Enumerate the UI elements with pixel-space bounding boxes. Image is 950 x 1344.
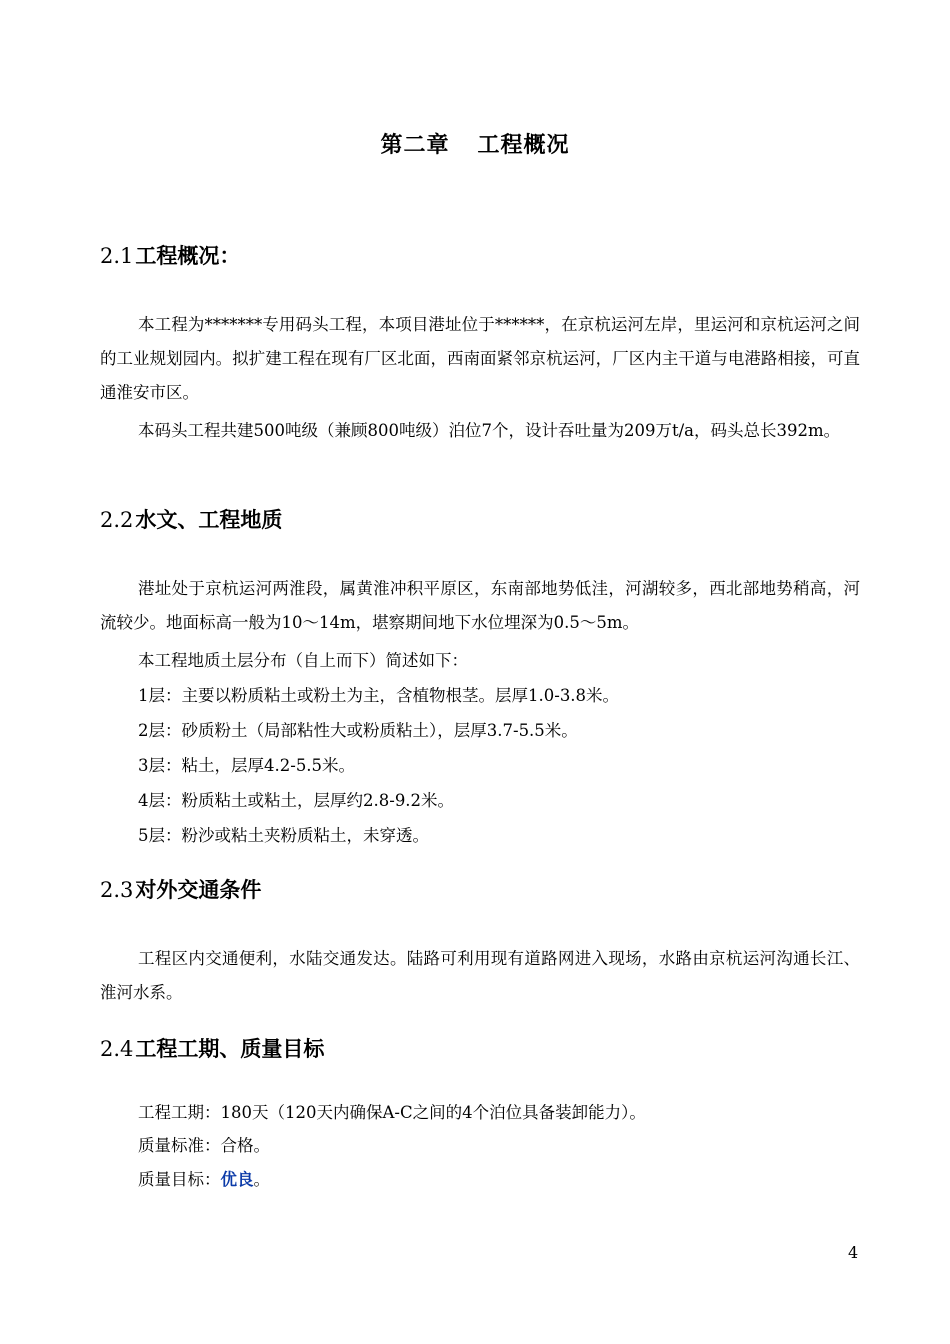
quality-standard-line: 质量标准：合格。 xyxy=(138,1136,270,1155)
section-title: 工程工期、质量目标 xyxy=(135,1037,325,1061)
section-number: 2.3 xyxy=(100,878,134,902)
soil-layer-5: 5层：粉沙或粘土夹粉质粘土，未穿透。 xyxy=(138,826,429,845)
chapter-number: 第二章 xyxy=(380,133,450,158)
page-number: 4 xyxy=(848,1243,859,1262)
section-title: 水文、工程地质 xyxy=(135,508,283,532)
soil-layer-2: 2层：砂质粉土（局部粘性大或粉质粘土），层厚3.7-5.5米。 xyxy=(138,721,578,740)
section-heading-2-4 xyxy=(100,1033,324,1063)
section-title: 工程概况： xyxy=(135,244,241,268)
section-heading-2-3 xyxy=(100,874,261,904)
section-number: 2.2 xyxy=(100,508,134,532)
paragraph-project-location: 本工程为*******专用码头工程，本项目港址位于******，在京杭运河左岸，里运河和京杭运河之间的工业规划园内。拟扩建工程在现有厂区北面，西南面紧邻京杭运河，厂区内主干道与电港路相接，可直通淮安市区。 xyxy=(100,315,860,402)
paragraph-hydrology: 港址处于京杭运河两淮段，属黄淮冲积平原区，东南部地势低洼，河湖较多，西北部地势稍高，河流较少。地面标高一般为10～14m，堪察期间地下水位埋深为0.5～5m。 xyxy=(100,579,860,632)
section-number: 2.1 xyxy=(100,244,134,268)
quality-goal-end: 。 xyxy=(253,1170,270,1189)
quality-goal-line xyxy=(138,1163,270,1197)
schedule-line: 工程工期：180天（120天内确保A-C之间的4个泊位具备装卸能力）。 xyxy=(138,1103,646,1122)
quality-goal-value: 优良 xyxy=(220,1170,254,1189)
soil-layer-3: 3层：粘土，层厚4.2-5.5米。 xyxy=(138,756,356,775)
soil-layer-4: 4层：粉质粘土或粘土，层厚约2.8-9.2米。 xyxy=(138,791,455,810)
section-heading-2-2 xyxy=(100,504,282,534)
paragraph-transport: 工程区内交通便利，水陆交通发达。陆路可利用现有道路网进入现场，水路由京杭运河沟通长江、淮河水系。 xyxy=(100,949,860,1002)
soil-intro: 本工程地质土层分布（自上而下）简述如下： xyxy=(138,651,468,670)
paragraph-berth-scale: 本码头工程共建500吨级（兼顾800吨级）泊位7个，设计吞吐量为209万t/a，码头总长392m。 xyxy=(138,421,841,440)
quality-goal-label: 质量目标： xyxy=(138,1170,221,1189)
section-heading-2-1 xyxy=(100,240,240,270)
section-title: 对外交通条件 xyxy=(135,878,262,902)
chapter-name: 工程概况 xyxy=(477,133,570,158)
section-number: 2.4 xyxy=(100,1037,134,1061)
chapter-title xyxy=(0,128,950,159)
soil-layer-1: 1层：主要以粉质粘土或粉土为主，含植物根茎。层厚1.0-3.8米。 xyxy=(138,686,620,705)
